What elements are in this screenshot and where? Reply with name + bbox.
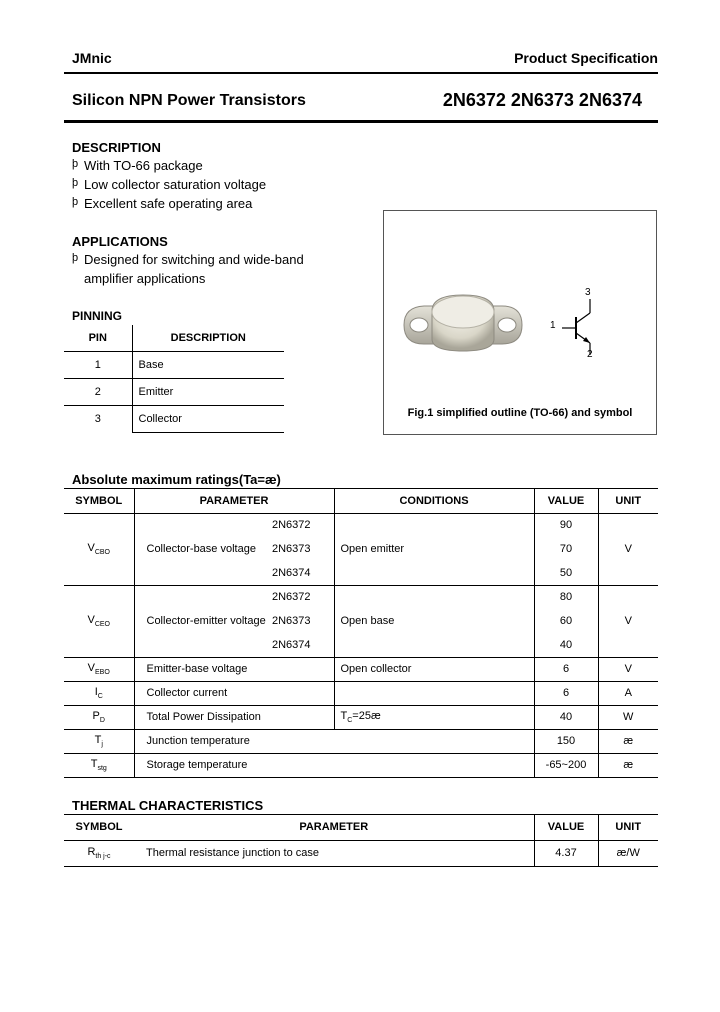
part-number: 2N6374: [272, 633, 334, 657]
col-conditions: CONDITIONS: [334, 489, 534, 513]
value-cell: 80: [534, 585, 598, 609]
value-cell: 50: [534, 561, 598, 585]
table-header-row: [64, 489, 658, 513]
description-item: [72, 177, 266, 192]
param-vcbo: Collector-base voltage: [134, 513, 272, 585]
cond-symbol: T: [340, 709, 348, 722]
symbol-sub: th j-c: [95, 853, 111, 861]
symbol-text: V: [87, 613, 95, 626]
value-cell: 6: [534, 657, 598, 681]
unit-vcbo: V: [598, 513, 658, 585]
col-unit: UNIT: [598, 815, 658, 840]
pin-description: Emitter: [132, 378, 284, 405]
applications-text: Designed for switching and wide-band: [84, 252, 304, 267]
page-title: Silicon NPN Power Transistors: [72, 92, 306, 109]
applications-heading: APPLICATIONS: [72, 234, 168, 249]
param-vceo: Collector-emitter voltage: [134, 585, 272, 657]
description-text: Excellent safe operating area: [84, 196, 253, 211]
col-value: VALUE: [534, 489, 598, 513]
pin-number: 1: [64, 351, 132, 378]
symbol-text: P: [92, 709, 100, 722]
part-number: 2N6374: [272, 561, 334, 585]
part-number: 2N6373: [272, 609, 334, 633]
table-row: [64, 405, 284, 432]
symbol-vebo: [64, 657, 134, 681]
symbol-sub: CBO: [94, 549, 110, 557]
cond-rest: =25æ: [352, 709, 381, 722]
value-cell: 40: [534, 633, 598, 657]
col-unit: UNIT: [598, 489, 658, 513]
document-type: Product Specification: [514, 50, 658, 66]
title-rule: [64, 120, 658, 123]
outline-figure: [383, 210, 657, 435]
value-cell: 60: [534, 609, 598, 633]
figure-caption: Fig.1 simplified outline (TO-66) and symbol: [407, 407, 633, 419]
description-item: [72, 196, 252, 211]
description-item: [72, 158, 203, 173]
description-text: With TO-66 package: [84, 158, 203, 173]
description-heading: DESCRIPTION: [72, 140, 161, 155]
symbol-text: I: [94, 685, 98, 698]
part-numbers: 2N6372 2N6373 2N6374: [442, 90, 642, 110]
bullet-icon: þ: [72, 196, 79, 208]
symbol-sub: stg: [97, 765, 107, 773]
cond-tj: [334, 729, 534, 753]
table-row: [64, 351, 284, 378]
col-symbol: SYMBOL: [64, 489, 134, 513]
symbol-text: V: [87, 541, 95, 554]
symbol-tstg: [64, 753, 134, 777]
pin-label-base: 1: [550, 320, 556, 331]
value-cell: 40: [534, 705, 598, 729]
npn-transistor-symbol: [544, 285, 624, 375]
symbol-text: V: [87, 661, 96, 674]
symbol-text: T: [90, 757, 98, 770]
cond-sub: C: [347, 717, 353, 725]
pin-number: 2: [64, 378, 132, 405]
table-row: [64, 753, 658, 777]
pin-description: Base: [132, 351, 284, 378]
description-text: Low collector saturation voltage: [84, 177, 267, 192]
table-header-row: [64, 815, 658, 840]
pin-number: 3: [64, 405, 132, 432]
param-tstg: Storage temperature: [134, 753, 334, 777]
part-number: 2N6372: [272, 585, 334, 609]
ratings-table: [64, 489, 658, 778]
thermal-table: [64, 815, 658, 867]
symbol-sub: C: [97, 693, 103, 701]
pin-label-emitter: 2: [587, 349, 593, 360]
symbol-vcbo: [64, 513, 134, 585]
col-parameter: PARAMETER: [134, 815, 534, 840]
thermal-heading: THERMAL CHARACTERISTICS: [72, 798, 264, 813]
param-pd: Total Power Dissipation: [134, 705, 334, 729]
pinning-table: [64, 325, 284, 433]
value-cell: 150: [534, 729, 598, 753]
unit-ic: A: [598, 681, 658, 705]
symbol-vceo: [64, 585, 134, 657]
table-row: [64, 840, 658, 866]
table-row: [64, 729, 658, 753]
col-symbol: SYMBOL: [64, 815, 134, 840]
table-row: [64, 657, 658, 681]
symbol-ic: [64, 681, 134, 705]
pin-description: Collector: [132, 405, 284, 432]
cond-tstg: [334, 753, 534, 777]
unit-tj: æ: [598, 729, 658, 753]
unit-rth: æ/W: [598, 840, 658, 866]
pinning-heading: PINNING: [72, 309, 123, 323]
param-ic: Collector current: [134, 681, 334, 705]
cond-pd: [334, 705, 534, 729]
table-header-row: [64, 325, 284, 351]
col-pin: PIN: [64, 325, 132, 351]
header-rule: [64, 72, 658, 74]
bullet-icon: þ: [72, 252, 79, 264]
part-number: 2N6373: [272, 537, 334, 561]
symbol-text: T: [94, 733, 102, 746]
pin-label-collector: 3: [585, 287, 591, 298]
param-rth: Thermal resistance junction to case: [134, 840, 534, 866]
col-parameter: PARAMETER: [134, 489, 334, 513]
cond-vcbo: Open emitter: [334, 513, 534, 585]
symbol-rth: [64, 840, 134, 866]
param-tj: Junction temperature: [134, 729, 334, 753]
cond-vceo: Open base: [334, 585, 534, 657]
unit-vebo: V: [598, 657, 658, 681]
value-cell: 6: [534, 681, 598, 705]
param-vebo: Emitter-base voltage: [134, 657, 334, 681]
cond-ic: [334, 681, 534, 705]
applications-item: [72, 252, 304, 267]
table-row: [64, 585, 658, 609]
table-row: [64, 513, 658, 537]
symbol-sub: j: [101, 741, 103, 749]
col-value: VALUE: [534, 815, 598, 840]
unit-pd: W: [598, 705, 658, 729]
bullet-icon: þ: [72, 158, 79, 170]
cond-vebo: Open collector: [334, 657, 534, 681]
ratings-heading: Absolute maximum ratings(Ta=æ): [72, 472, 281, 487]
value-cell: 4.37: [534, 840, 598, 866]
table-row: [64, 378, 284, 405]
table-row: [64, 705, 658, 729]
symbol-sub: CEO: [94, 621, 110, 629]
table-row: [64, 681, 658, 705]
symbol-text: R: [87, 845, 96, 858]
unit-tstg: æ: [598, 753, 658, 777]
symbol-pd: [64, 705, 134, 729]
unit-vceo: V: [598, 585, 658, 657]
col-description: DESCRIPTION: [132, 325, 284, 351]
symbol-tj: [64, 729, 134, 753]
part-number: 2N6372: [272, 513, 334, 537]
company-name: JMnic: [72, 50, 112, 66]
value-cell: 90: [534, 513, 598, 537]
value-cell: -65~200: [534, 753, 598, 777]
symbol-sub: EBO: [95, 669, 110, 677]
bullet-icon: þ: [72, 177, 79, 189]
symbol-sub: D: [99, 717, 105, 725]
applications-text-cont: amplifier applications: [84, 271, 206, 286]
value-cell: 70: [534, 537, 598, 561]
